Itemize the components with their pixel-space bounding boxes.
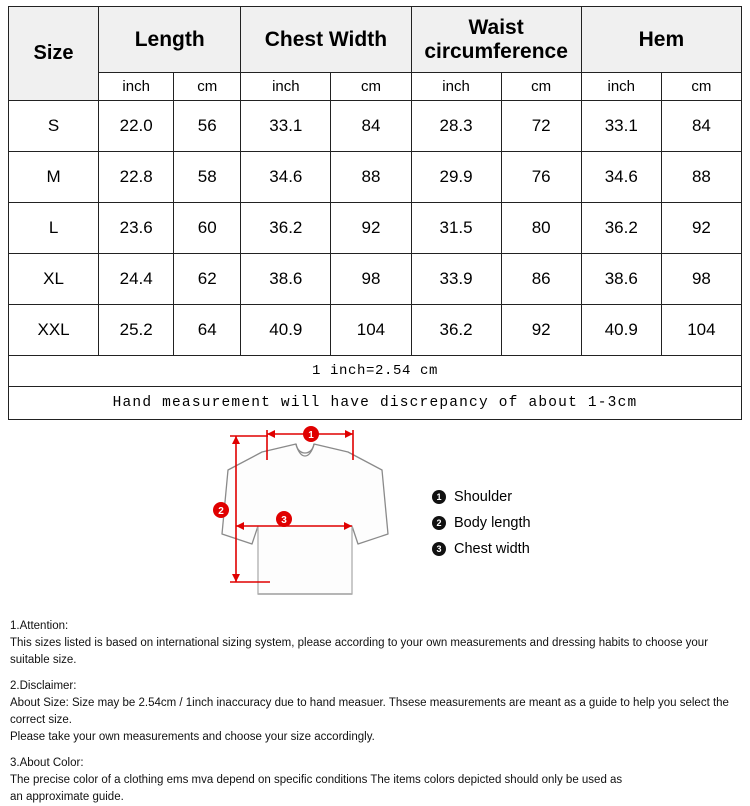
row-size-label: XXL <box>9 305 99 356</box>
cell: 72 <box>501 101 581 152</box>
svg-text:2: 2 <box>218 506 224 517</box>
table-note-row-conversion <box>9 356 742 387</box>
cell: 22.0 <box>99 101 174 152</box>
note-about-color <box>10 755 742 806</box>
legend-bullet-2-icon: 2 <box>432 516 446 530</box>
hand-measurement-note: Hand measurement will have discrepancy of about 1-3cm <box>9 387 742 420</box>
legend-bullet-1-icon: 1 <box>432 490 446 504</box>
cell: 88 <box>331 152 411 203</box>
svg-text:1: 1 <box>308 430 314 441</box>
header-hem: Hem <box>581 7 741 73</box>
cell: 24.4 <box>99 254 174 305</box>
cell: 36.2 <box>581 203 661 254</box>
note-about-color-title: 3.About Color: <box>10 757 84 769</box>
cell: 80 <box>501 203 581 254</box>
size-chart-page <box>0 6 750 803</box>
note-disclaimer-title: 2.Disclaimer: <box>10 680 77 692</box>
unit-length-cm: cm <box>174 73 241 101</box>
unit-waist-inch: inch <box>411 73 501 101</box>
note-attention-line-1: This sizes listed is based on international sizing system, please according to your own measurements and dressing habits to choose your suitable size. <box>10 637 709 666</box>
cell: 34.6 <box>581 152 661 203</box>
cell: 36.2 <box>241 203 331 254</box>
cell: 33.9 <box>411 254 501 305</box>
marker-1-shoulder <box>303 426 319 442</box>
note-about-color-line-2: an approximate guide. <box>10 791 124 803</box>
cell: 92 <box>501 305 581 356</box>
cell: 104 <box>331 305 411 356</box>
cell: 62 <box>174 254 241 305</box>
unit-waist-cm: cm <box>501 73 581 101</box>
cell: 60 <box>174 203 241 254</box>
legend-label-shoulder: Shoulder <box>454 489 513 505</box>
unit-length-inch: inch <box>99 73 174 101</box>
unit-chest-inch: inch <box>241 73 331 101</box>
legend-label-chest-width: Chest width <box>454 541 530 557</box>
cell: 38.6 <box>581 254 661 305</box>
cell: 86 <box>501 254 581 305</box>
table-row <box>9 305 742 356</box>
cell: 56 <box>174 101 241 152</box>
table-row <box>9 152 742 203</box>
cell: 28.3 <box>411 101 501 152</box>
cell: 76 <box>501 152 581 203</box>
legend-item-chest-width <box>432 536 531 562</box>
arrow-top-length <box>232 436 240 444</box>
arrow-left-shoulder <box>267 430 275 438</box>
row-size-label: M <box>9 152 99 203</box>
tshirt-diagram-area <box>0 422 750 602</box>
svg-text:3: 3 <box>281 515 287 526</box>
table-row <box>9 101 742 152</box>
marker-2-body-length <box>213 502 229 518</box>
cell: 58 <box>174 152 241 203</box>
cell: 92 <box>331 203 411 254</box>
legend-label-body-length: Body length <box>454 515 531 531</box>
arrow-right-shoulder <box>345 430 353 438</box>
table-row <box>9 254 742 305</box>
note-about-color-line-1: The precise color of a clothing ems mva depend on specific conditions The items colors depicted should only be used as <box>10 774 623 786</box>
cell: 84 <box>331 101 411 152</box>
cell: 36.2 <box>411 305 501 356</box>
note-disclaimer-line-2: Please take your own measurements and choose your size accordingly. <box>10 731 375 743</box>
note-disclaimer-line-1: About Size: Size may be 2.54cm / 1inch inaccuracy due to hand measuer. Thsese measurements are meant as a guide to help you select the correct size. <box>10 697 729 726</box>
header-size: Size <box>9 7 99 101</box>
arrow-bottom-length <box>232 574 240 582</box>
cell: 34.6 <box>241 152 331 203</box>
row-size-label: L <box>9 203 99 254</box>
note-disclaimer <box>10 678 742 746</box>
cell: 29.9 <box>411 152 501 203</box>
unit-chest-cm: cm <box>331 73 411 101</box>
header-chest-width: Chest Width <box>241 7 411 73</box>
tshirt-measurement-diagram <box>0 422 750 602</box>
table-header-main-row <box>9 7 742 73</box>
cell: 92 <box>661 203 741 254</box>
unit-hem-cm: cm <box>661 73 741 101</box>
note-attention-title: 1.Attention: <box>10 620 69 632</box>
cell: 40.9 <box>581 305 661 356</box>
header-length: Length <box>99 7 241 73</box>
legend-bullet-3-icon: 3 <box>432 542 446 556</box>
diagram-legend <box>432 484 531 562</box>
cell: 98 <box>331 254 411 305</box>
table-header-units-row <box>9 73 742 101</box>
cell: 38.6 <box>241 254 331 305</box>
row-size-label: XL <box>9 254 99 305</box>
cell: 98 <box>661 254 741 305</box>
cell: 33.1 <box>241 101 331 152</box>
table-note-row-discrepancy <box>9 387 742 420</box>
cell: 40.9 <box>241 305 331 356</box>
cell: 22.8 <box>99 152 174 203</box>
footer-notes <box>10 618 742 806</box>
size-chart-table <box>8 6 742 420</box>
note-attention <box>10 618 742 669</box>
table-row <box>9 203 742 254</box>
row-size-label: S <box>9 101 99 152</box>
unit-hem-inch: inch <box>581 73 661 101</box>
cell: 33.1 <box>581 101 661 152</box>
cell: 64 <box>174 305 241 356</box>
header-waist-circumference: Waist circumference <box>411 7 581 73</box>
cell: 84 <box>661 101 741 152</box>
cell: 25.2 <box>99 305 174 356</box>
cell: 104 <box>661 305 741 356</box>
legend-item-shoulder <box>432 484 531 510</box>
marker-3-chest-width <box>276 511 292 527</box>
cell: 23.6 <box>99 203 174 254</box>
cell: 88 <box>661 152 741 203</box>
tshirt-outline-icon <box>222 444 388 594</box>
inch-cm-conversion-note: 1 inch=2.54 cm <box>9 356 742 387</box>
cell: 31.5 <box>411 203 501 254</box>
legend-item-body-length <box>432 510 531 536</box>
